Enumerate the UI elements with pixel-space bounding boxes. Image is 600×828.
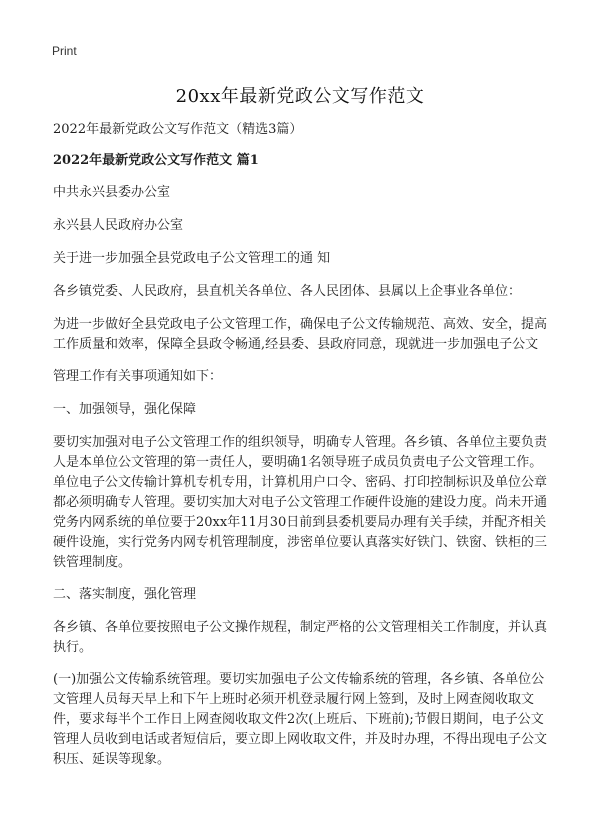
- section-two-paragraph: 各乡镇、各单位要按照电子公文操作规程，制定严格的公文管理相关工作制度，并认真执行。: [53, 620, 548, 655]
- document-subtitle: 2022年最新党政公文写作范文（精选3篇）: [53, 122, 303, 137]
- section-one-heading: 一、加强领导，强化保障: [53, 402, 197, 417]
- document-body: [53, 120, 551, 782]
- document-title: 20xx年最新党政公文写作范文: [175, 86, 425, 107]
- notice-title: 关于进一步加强全县党政电子公文管理工的通 知: [53, 251, 331, 266]
- print-link[interactable]: Print: [52, 44, 77, 58]
- section-one-paragraph: 要切实加强对电子公文管理工作的组织领导，明确专人管理。各乡镇、各单位主要负责人是本单位公文管理的第一责任人，要明确1名领导班子成员负责电子公文管理工作。单位电子公文传输计算机专机专用，计算机用户口令、密码、打印控制标识及单位公章都必须明确专人管理。要切实加大对电子公文管理工作硬件设施的建设力度。尚未开通党务内网系统的单位要于20xx年11月30日前到县委机要局办理有关手续，并配齐相关硬件设施，实行党务内网专机管理制度，涉密单位要认真落实好铁门、铁窗、铁柜的三铁管理制度。: [53, 435, 548, 570]
- issuer-government-office: 永兴县人民政府办公室: [53, 218, 184, 233]
- addressee-line: 各乡镇党委、人民政府，县直机关各单位、各人民团体、县属以上企事业各单位：: [53, 284, 522, 299]
- notice-lead-in: 管理工作有关事项通知如下：: [53, 369, 223, 384]
- intro-paragraph: 为进一步做好全县党政电子公文管理工作，确保电子公文传输规范、高效、安全，提高工作质量和效率，保障全县政令畅通,经县委、县政府同意，现就进一步加强电子公文: [53, 317, 548, 352]
- subsection-one-paragraph: (一)加强公文传输系统管理。要切实加强电子公文传输系统的管理，各乡镇、各单位公文管理人员每天早上和下午上班时必须开机登录履行网上签到，及时上网查阅收取文件，要求每半个工作日上网查阅收取文件2次(上班后、下班前);节假日期间，电子公文管理人员收到电话或者短信后，要立即上网收取文件，并及时办理，不得出现电子公文积压、延误等现象。: [53, 672, 548, 767]
- issuer-party-office: 中共永兴县委办公室: [53, 185, 171, 200]
- section-two-heading: 二、落实制度，强化管理: [53, 587, 197, 602]
- section-heading: 2022年最新党政公文写作范文 篇1: [53, 153, 259, 168]
